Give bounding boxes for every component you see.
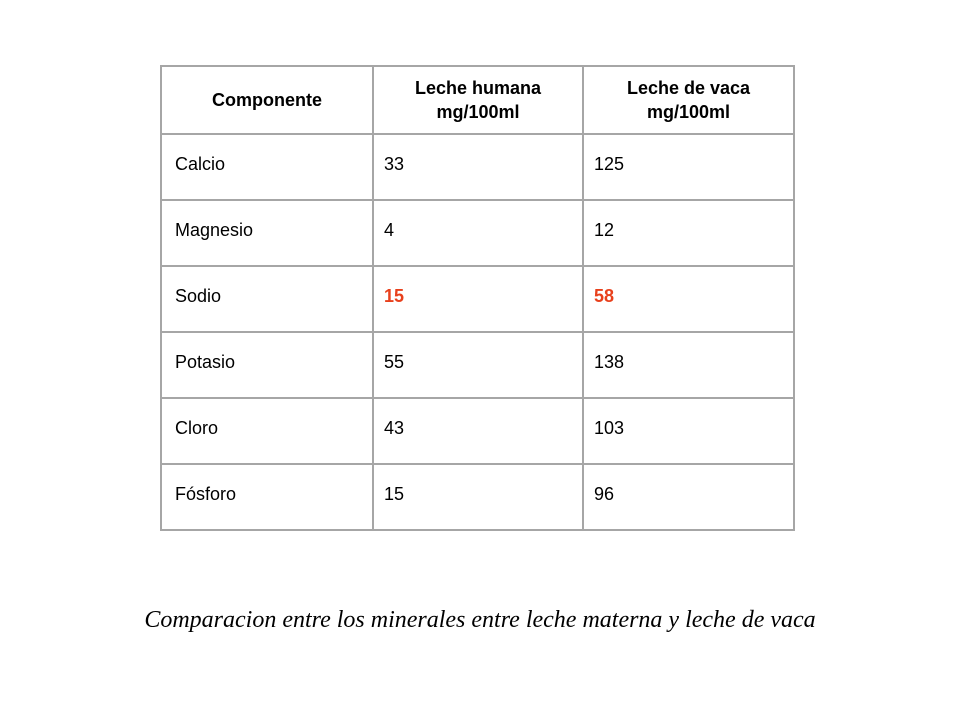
cow-milk-value-cell: 125 xyxy=(583,134,794,200)
row-component-cell: Fósforo xyxy=(161,464,373,530)
table-row xyxy=(161,332,794,398)
human-milk-value-cell: 15 xyxy=(373,266,583,332)
row-component-cell: Magnesio xyxy=(161,200,373,266)
human-milk-value-cell: 55 xyxy=(373,332,583,398)
header-leche-de-vaca xyxy=(583,66,794,134)
row-component-cell: Calcio xyxy=(161,134,373,200)
human-milk-value-cell: 43 xyxy=(373,398,583,464)
header-componente-label: Componente xyxy=(212,90,322,110)
cow-milk-value-cell: 138 xyxy=(583,332,794,398)
row-component-cell: Potasio xyxy=(161,332,373,398)
table-header-row xyxy=(161,66,794,134)
table-row xyxy=(161,266,794,332)
row-component-cell: Cloro xyxy=(161,398,373,464)
header-leche-humana-unit: mg/100ml xyxy=(436,102,520,122)
header-leche-de-vaca-label: Leche de vaca xyxy=(626,78,751,98)
header-leche-humana-label: Leche humana xyxy=(414,78,542,98)
table-row xyxy=(161,464,794,530)
human-milk-value-cell: 15 xyxy=(373,464,583,530)
cow-milk-value-cell: 103 xyxy=(583,398,794,464)
cow-milk-value-cell: 12 xyxy=(583,200,794,266)
header-componente xyxy=(161,66,373,134)
human-milk-value-cell: 33 xyxy=(373,134,583,200)
table-row xyxy=(161,398,794,464)
table-row xyxy=(161,200,794,266)
cow-milk-value-cell: 58 xyxy=(583,266,794,332)
row-component-cell: Sodio xyxy=(161,266,373,332)
cow-milk-value-cell: 96 xyxy=(583,464,794,530)
header-leche-humana xyxy=(373,66,583,134)
header-leche-de-vaca-unit: mg/100ml xyxy=(646,102,731,122)
minerals-comparison-table xyxy=(160,65,795,531)
table-row xyxy=(161,134,794,200)
table-caption: Comparacion entre los minerales entre leche materna y leche de vaca xyxy=(144,607,816,633)
human-milk-value-cell: 4 xyxy=(373,200,583,266)
